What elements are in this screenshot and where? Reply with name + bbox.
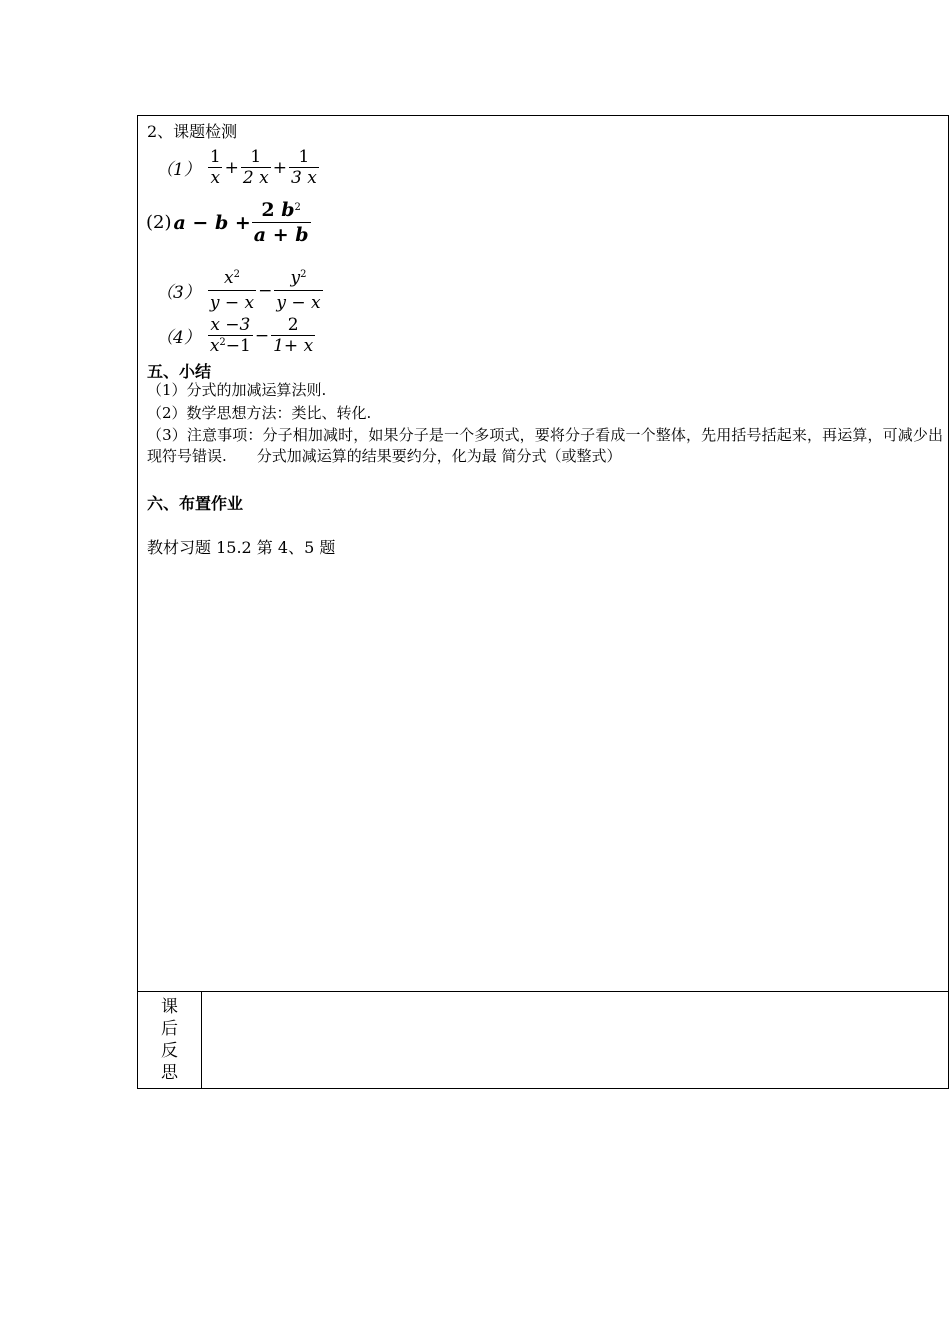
- summary-item-3: （3）注意事项：分子相加减时，如果分子是一个多项式，要将分子看成一个整体，先用括号括起来，再运算，可减少出现符号错误. 分式加减运算的结果要约分，化为最 简分式（或整式）: [147, 426, 943, 465]
- fraction: $\frac{2 b^2}{a + b}$: [253, 199, 309, 246]
- fraction: $\frac{x -3}{x^2-1}$: [209, 315, 251, 356]
- problem-3-label: （3）: [156, 283, 201, 303]
- reflection-input-area[interactable]: [202, 992, 948, 1088]
- problem-2-label: (2): [146, 212, 172, 233]
- fraction: $\frac{x^2}{y - x}$: [209, 268, 255, 313]
- reflection-label: 课 后 反 思: [138, 992, 202, 1088]
- problem-2: (2) a − b + $\frac{2 b^2}{a + b}$: [146, 199, 309, 246]
- fraction: $\frac{1}{3 x}$: [290, 147, 317, 188]
- fraction: $\frac{y^2}{y - x}$: [276, 268, 321, 313]
- summary-title: 五、小结: [147, 362, 212, 381]
- problem-4: （4） $\frac{x -3}{x^2-1}$ − $\frac{2}{1+ x}$: [156, 315, 314, 356]
- homework-title: 六、布置作业: [147, 494, 244, 513]
- problem-1: （1） $\frac{1}{x}$ + $\frac{1}{2 x}$ + $\frac{1}{3 x}$: [156, 147, 317, 188]
- homework-text: 教材习题 15.2 第 4、5 题: [147, 538, 336, 557]
- fraction: $\frac{1}{x}$: [209, 147, 221, 188]
- summary-item-1: （1）分式的加减运算法则.: [147, 381, 327, 399]
- content-cell: [138, 116, 948, 992]
- lesson-table: [137, 115, 949, 1089]
- fraction: $\frac{2}{1+ x}$: [273, 315, 314, 356]
- fraction: $\frac{1}{2 x}$: [242, 147, 269, 188]
- problem-4-label: （4）: [156, 328, 201, 348]
- problem-3: （3） $\frac{x^2}{y - x}$ − $\frac{y^2}{y - x}$: [156, 268, 321, 313]
- reflection-row: [138, 992, 948, 1088]
- check-heading: 2、课题检测: [147, 122, 238, 141]
- summary-item-2: （2）数学思想方法：类比、转化.: [147, 404, 372, 422]
- problem-1-label: （1）: [156, 160, 201, 180]
